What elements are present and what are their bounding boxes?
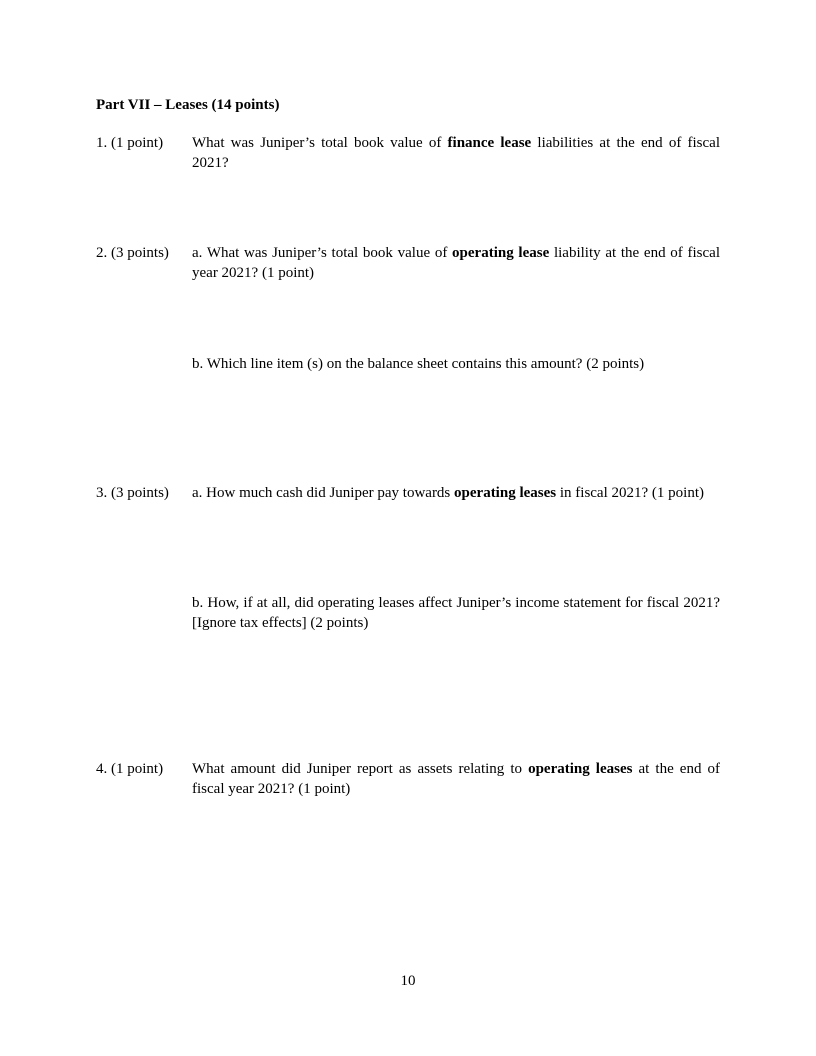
question-3b-text-pre: b. How, if at all, did operating leases affect Juniper’s income statement for fiscal 2021? [Ignore tax effects] (2 points): [192, 595, 720, 631]
question-3a-text-post: in fiscal 2021? (1 point): [556, 485, 704, 501]
question-3-number: 3. (3 points): [96, 485, 169, 501]
question-3a-text: [192, 483, 720, 503]
question-2a-text-post: liability at the end of fiscal year 2021? (1 point): [192, 245, 720, 281]
question-4-text-post: at the end of fiscal year 2021? (1 point): [192, 761, 720, 797]
question-2a-text-bold: operating lease: [452, 245, 550, 261]
question-4-text-pre: What amount did Juniper report as assets relating to: [192, 761, 529, 777]
question-2a-text: [192, 243, 720, 283]
question-1-text: [192, 133, 720, 173]
question-4-text: [192, 759, 720, 799]
question-4-number: 4. (1 point): [96, 761, 164, 777]
question-1-number: 1. (1 point): [96, 135, 164, 151]
question-3a-text-pre: a. How much cash did Juniper pay towards: [192, 485, 455, 501]
question-2b-text-pre: b. Which line item (s) on the balance sheet contains this amount? (2 points): [192, 356, 645, 372]
question-1-text-pre: What was Juniper’s total book value of: [192, 135, 448, 151]
question-3b-text: [192, 593, 720, 633]
page-number: 10: [400, 973, 416, 989]
question-4-text-bold: operating leases: [528, 761, 633, 777]
section-title: Part VII – Leases (14 points): [96, 97, 280, 113]
question-1-text-post: liabilities at the end of fiscal 2021?: [192, 135, 720, 171]
question-2a-text-pre: a. What was Juniper’s total book value of: [192, 245, 453, 261]
question-2b-text: [192, 354, 720, 374]
question-3a-text-bold: operating leases: [454, 485, 557, 501]
question-2-number: 2. (3 points): [96, 245, 169, 261]
question-1-text-bold: finance lease: [447, 135, 532, 151]
